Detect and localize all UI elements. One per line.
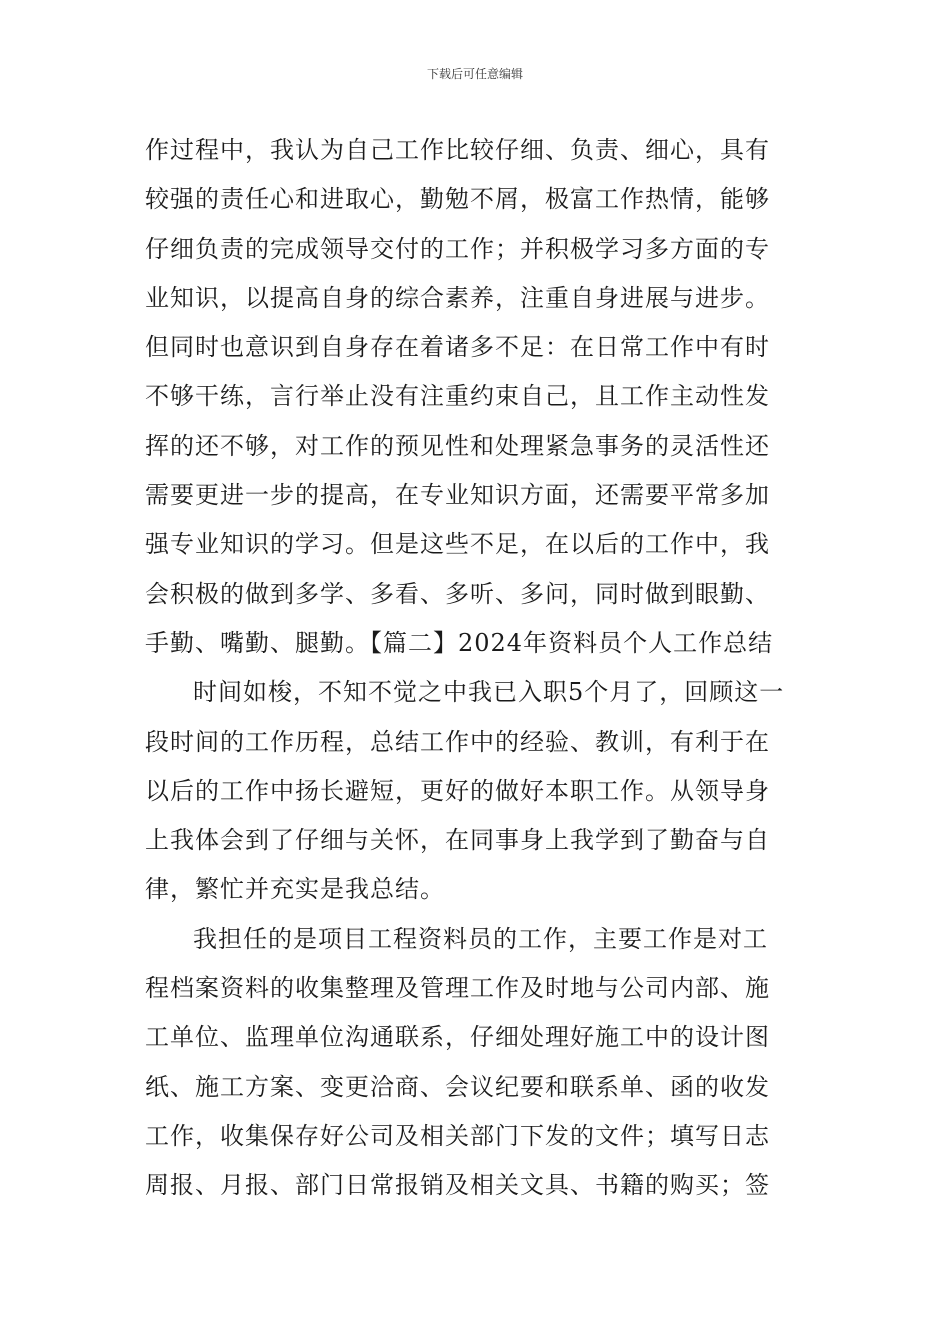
text-line: 周报、月报、部门日常报销及相关文具、书籍的购买；签: [145, 1171, 770, 1200]
page-header: 下载后可任意编辑: [426, 67, 523, 81]
text-line: 较强的责任心和进取心，勤勉不屑，极富工作热情，能够: [145, 185, 770, 214]
text-line: 挥的还不够，对工作的预见性和处理紧急事务的灵活性还: [145, 431, 770, 460]
text-line: 手勤、嘴勤、腿勤。【篇二】2024年资料员个人工作总结: [145, 628, 774, 657]
text-line: 工作，收集保存好公司及相关部门下发的文件；填写日志: [145, 1121, 770, 1150]
text-line: 以后的工作中扬长避短，更好的做好本职工作。从领导身: [145, 776, 770, 805]
text-line: 业知识，以提高自身的综合素养，注重自身进展与进步。: [145, 283, 770, 312]
text-line: 段时间的工作历程，总结工作中的经验、教训，有利于在: [145, 727, 770, 756]
text-line: 纸、施工方案、变更洽商、会议纪要和联系单、函的收发: [145, 1072, 770, 1101]
text-line: 需要更进一步的提高，在专业知识方面，还需要平常多加: [145, 481, 770, 510]
text-line: 但同时也意识到自身存在着诸多不足：在日常工作中有时: [145, 333, 770, 362]
text-line: 作过程中，我认为自己工作比较仔细、负责、细心，具有: [145, 136, 770, 164]
document-body: [145, 126, 807, 1211]
text-line: 不够干练，言行举止没有注重约束自己，且工作主动性发: [145, 382, 770, 411]
text-line: 我担任的是项目工程资料员的工作，主要工作是对工: [193, 924, 768, 953]
text-line: 工单位、监理单位沟通联系，仔细处理好施工中的设计图: [145, 1023, 770, 1052]
text-line: 仔细负责的完成领导交付的工作；并积极学习多方面的专: [145, 234, 770, 263]
text-line: 强专业知识的学习。但是这些不足，在以后的工作中，我: [145, 530, 770, 559]
text-line: 时间如梭，不知不觉之中我已入职5个月了，回顾这一: [193, 678, 785, 707]
text-line: 上我体会到了仔细与关怀，在同事身上我学到了勤奋与自: [145, 826, 770, 855]
text-line: 律，繁忙并充实是我总结。: [145, 875, 445, 904]
text-line: 程档案资料的收集整理及管理工作及时地与公司内部、施: [145, 974, 770, 1003]
text-line: 会积极的做到多学、多看、多听、多问，同时做到眼勤、: [145, 579, 770, 608]
